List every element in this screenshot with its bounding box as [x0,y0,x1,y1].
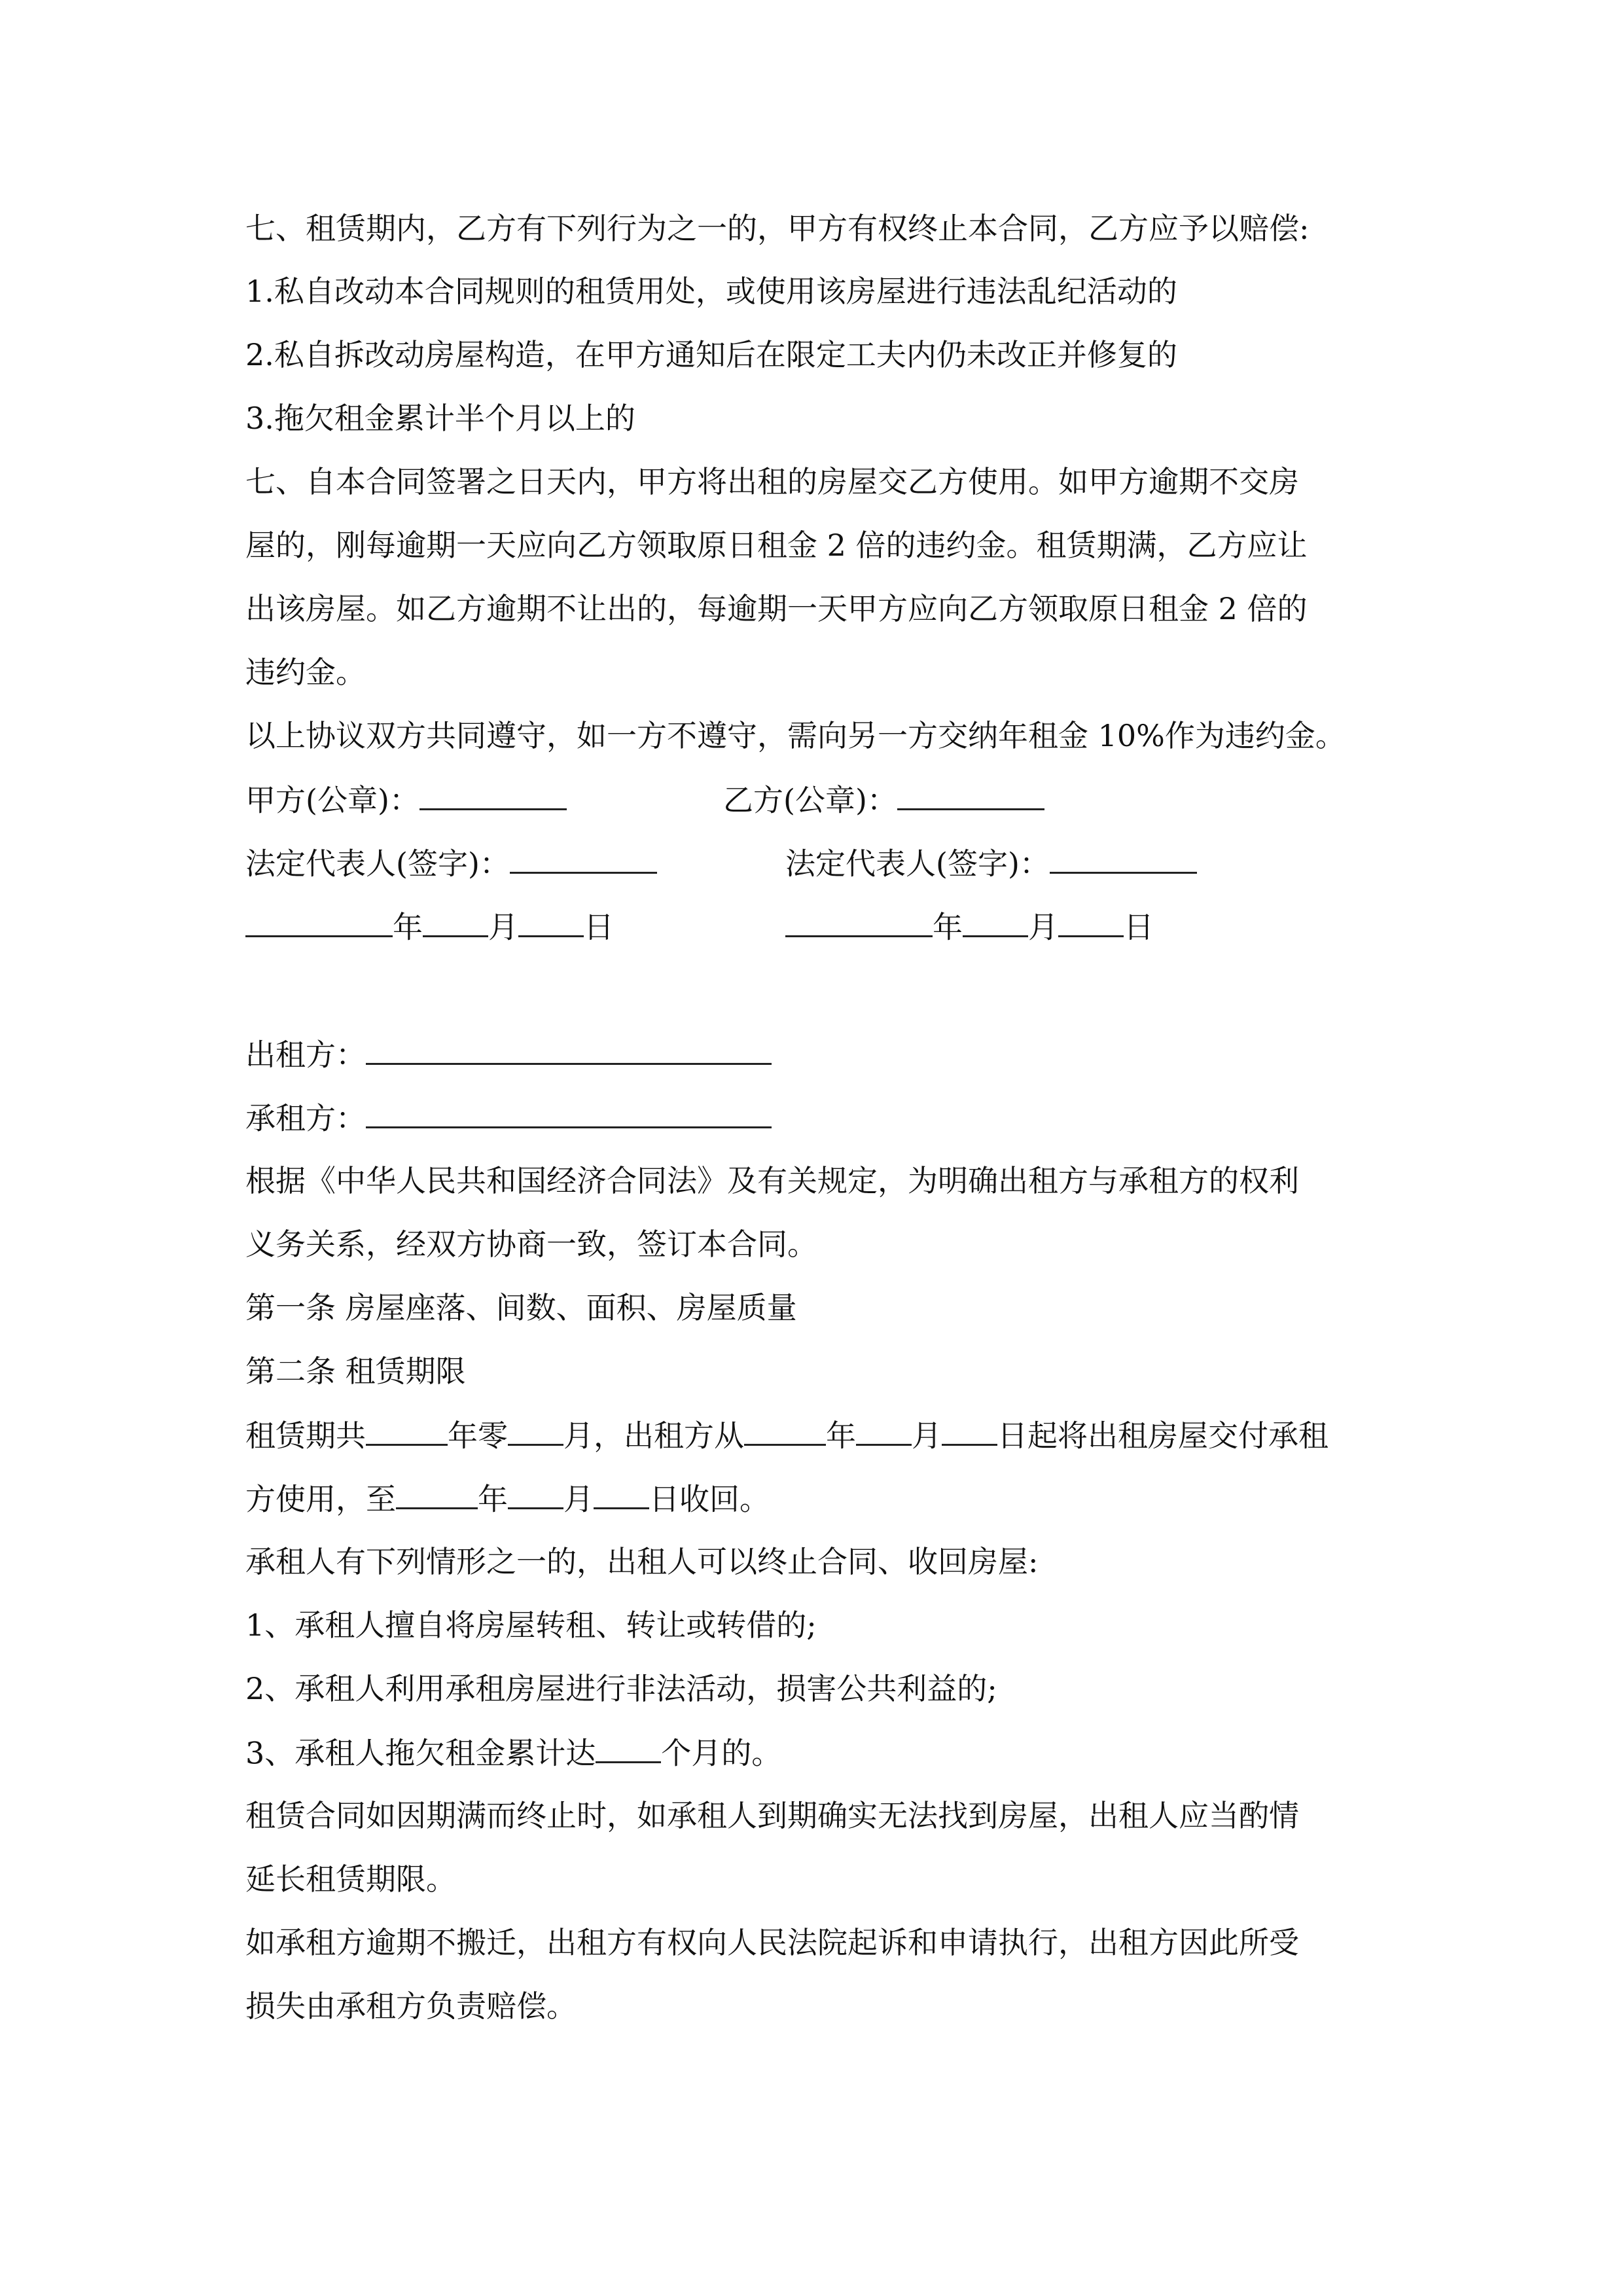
end-month-blank[interactable] [508,1480,563,1509]
clause-7a-item-3: 3.拖欠租金累计半个月以上的 [245,401,635,436]
lessor-line [245,1036,772,1073]
clause-7b-line: 出该房屋。如乙方逾期不让出的，每逾期一天甲方应向乙方领取原日租金 2 倍的 [245,591,1308,626]
arrears-months-blank[interactable] [596,1734,661,1763]
date-b-day-blank[interactable] [1058,908,1124,937]
lessee-blank[interactable] [366,1100,772,1128]
article-1: 第一条 房屋座落、间数、面积、房屋质量 [245,1290,797,1325]
month-label: 月 [1028,909,1058,945]
lessee-label: 承租方： [245,1100,366,1136]
party-a-seal [245,781,567,819]
party-a-seal-label: 甲方(公章)： [245,782,419,818]
article-2: 第二条 租赁期限 [245,1354,466,1389]
end-day-blank[interactable] [594,1480,649,1509]
term-text: 方使用，至 [245,1481,396,1517]
clause-7b-line: 屋的，刚每逾期一天应向乙方领取原日租金 2 倍的违约金。租赁期满，乙方应让 [245,528,1308,563]
extend-line: 租赁合同如因期满而终止时，如承租人到期确实无法找到房屋，出租人应当酌情 [245,1798,1299,1833]
rep-a-blank[interactable] [510,845,657,874]
term-line-2 [245,1480,770,1518]
term-line-1 [245,1417,1329,1454]
year-label: 年 [933,909,963,945]
terminate-item-2: 2、承租人利用承租房屋进行非法活动，损害公共利益的; [245,1671,997,1706]
intro-line: 义务关系，经双方协商一致，签订本合同。 [245,1227,817,1262]
party-a-seal-blank[interactable] [419,781,567,810]
party-b-seal-label: 乙方(公章)： [723,782,897,818]
clause-7a-heading: 七、租赁期内，乙方有下列行为之一的，甲方有权终止本合同，乙方应予以赔偿: [245,211,1310,246]
overdue-line: 损失由承租方负责赔偿。 [245,1988,577,2024]
term-text: 日收回。 [649,1481,770,1517]
terminate-heading: 承租人有下列情形之一的，出租人可以终止合同、收回房屋: [245,1544,1039,1579]
rep-a-label: 法定代表人(签字)： [245,846,510,882]
term-years-blank[interactable] [366,1417,448,1446]
clause-7b-line: 违约金。 [245,655,366,690]
term-text: 日起将出租房屋交付承租 [997,1418,1329,1454]
term-text: 月，出租方从 [563,1418,744,1454]
term-text: 租赁期共 [245,1418,366,1454]
date-b-month-blank[interactable] [963,908,1028,937]
end-year-blank[interactable] [396,1480,478,1509]
date-b [785,908,1154,946]
start-month-blank[interactable] [856,1417,912,1446]
term-text: 月 [912,1418,942,1454]
date-a-day-blank[interactable] [518,908,584,937]
rep-b-blank[interactable] [1050,845,1197,874]
start-day-blank[interactable] [942,1417,997,1446]
clause-7a-item-1: 1.私自改动本合同规则的租赁用处，或使用该房屋进行违法乱纪活动的 [245,274,1177,309]
terminate-item-1: 1、承租人擅自将房屋转租、转让或转借的; [245,1607,817,1643]
term-text: 年零 [448,1418,508,1454]
term-months-blank[interactable] [508,1417,563,1446]
party-b-seal [723,781,1044,819]
day-label: 日 [584,909,614,945]
start-year-blank[interactable] [744,1417,826,1446]
date-a-year-blank[interactable] [245,908,393,937]
date-a [245,908,614,946]
rep-b [785,845,1197,882]
terminate-item-3-text: 个月的。 [661,1735,782,1771]
year-label: 年 [393,909,423,945]
rep-a [245,845,657,882]
term-text: 年 [826,1418,856,1454]
overdue-line: 如承租方逾期不搬迁，出租方有权向人民法院起诉和申请执行，出租方因此所受 [245,1925,1299,1960]
terminate-item-3 [245,1734,781,1772]
day-label: 日 [1124,909,1154,945]
agreement-line: 以上协议双方共同遵守，如一方不遵守，需向另一方交纳年租金 10%作为违约金。 [245,718,1346,753]
lessor-blank[interactable] [366,1036,772,1065]
clause-7a-item-2: 2.私自拆改动房屋构造，在甲方通知后在限定工夫内仍未改正并修复的 [245,337,1177,372]
lessee-line [245,1100,772,1137]
term-text: 月 [563,1481,594,1517]
rep-b-label: 法定代表人(签字)： [785,846,1050,882]
terminate-item-3-text: 3、承租人拖欠租金累计达 [245,1735,596,1771]
term-text: 年 [478,1481,508,1517]
lessor-label: 出租方： [245,1037,366,1073]
date-b-year-blank[interactable] [785,908,933,937]
month-label: 月 [488,909,518,945]
party-b-seal-blank[interactable] [897,781,1044,810]
clause-7b-line: 七、自本合同签署之日天内，甲方将出租的房屋交乙方使用。如甲方逾期不交房 [245,464,1299,499]
intro-line: 根据《中华人民共和国经济合同法》及有关规定，为明确出租方与承租方的权利 [245,1163,1299,1198]
date-a-month-blank[interactable] [423,908,488,937]
extend-line: 延长租赁期限。 [245,1861,456,1897]
